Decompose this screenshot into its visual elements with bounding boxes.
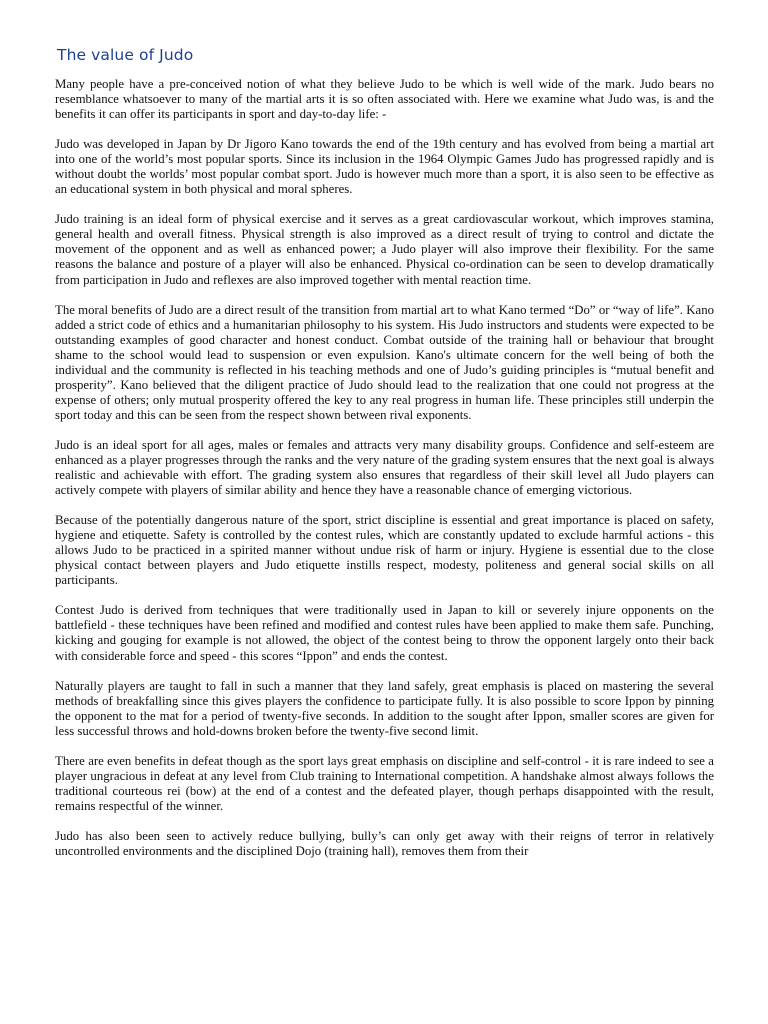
paragraph-intro: Many people have a pre-conceived notion of what they believe Judo to be which is well wide of the mark. Judo bears no resemblance whatsoever to many of the martial arts it is so often associated with. Here we examine what Judo was, is and the benefits it can offer its participants in sport and day-to-day life: - (55, 77, 714, 122)
paragraph-bullying: Judo has also been seen to actively reduce bullying, bully’s can only get away with their reigns of terror in relatively uncontrolled environments and the disciplined Dojo (training hall), removes them from their (55, 828, 714, 858)
document-page (55, 46, 714, 874)
paragraph-physical-benefits: Judo training is an ideal form of physical exercise and it serves as a great cardiovascular workout, which improves stamina, general health and overall fitness. Physical strength is also improved as a direct result of trying to control and dictate the movement of the opponent and as well as enhanced power; a Judo player will also improve their flexibility. For the same reasons the balance and posture of a player will also be enhanced. Physical co-ordination can be seen to develop dramatically from participation in Judo and reflexes are also improved together with mental reaction time. (55, 212, 714, 287)
paragraph-defeat: There are even benefits in defeat though as the sport lays great emphasis on discipline and self-control - it is rare indeed to see a player ungracious in defeat at any level from Club training to International competition. A handshake almost always follows the traditional courteous rei (bow) at the end of a contest and the defeated player, though perhaps disappointed with the result, remains respectful of the winner. (55, 753, 714, 813)
paragraph-contest: Contest Judo is derived from techniques that were traditionally used in Japan to kill or severely injure opponents on the battlefield - these techniques have been refined and modified and contest rules have been applied to make them safe. Punching, kicking and gouging for example is not allowed, the object of the contest being to throw the opponent largely onto their back with considerable force and speed - this scores “Ippon” and ends the contest. (55, 603, 714, 663)
paragraph-moral-benefits: The moral benefits of Judo are a direct result of the transition from martial art to what Kano termed “Do” or “way of life”. Kano added a strict code of ethics and a humanitarian philosophy to his system. His Judo instructors and students were expected to be outstanding examples of good character and honest conduct. Combat outside of the training hall or behaviour that brought shame to the school would lead to suspension or even expulsion. Kano's ultimate concern for the well being of both the individual and the community is reflected in his teaching methods and one of Judo’s guiding principles is “mutual benefit and prosperity”. Kano believed that the diligent practice of Judo should lead to the realization that one could not progress at the expense of others; only mutual prosperity offered the key to any real progress in human life. These principles still underpin the sport today and this can be seen from the respect shown between rival exponents. (55, 302, 714, 422)
paragraph-all-ages: Judo is an ideal sport for all ages, males or females and attracts very many disability groups. Confidence and self-esteem are enhanced as a player progresses through the ranks and the very nature of the grading system ensures that the next goal is always realistic and achievable with effort. The grading system also ensures that regardless of their skill level all Judo players can actively compete with players of similar ability and hence they have a reasonable chance of emerging victorious. (55, 437, 714, 498)
paragraph-breakfalling: Naturally players are taught to fall in such a manner that they land safely, great emphasis is placed on mastering the several methods of breakfalling since this gives players the confidence to participate fully. It is also possible to score Ippon by pinning the opponent to the mat for a period of twenty-five seconds. In addition to the sought after Ippon, smaller scores are given for less successful throws and hold-downs broken before the twenty-five second limit. (55, 678, 714, 738)
paragraph-history: Judo was developed in Japan by Dr Jigoro Kano towards the end of the 19th century and has evolved from being a martial art into one of the world’s most popular sports. Since its inclusion in the 1964 Olympic Games Judo has progressed rapidly and is without doubt the worlds’ most popular combat sport. Judo is however much more than a sport, it is also seen to be effective as an educational system in both physical and moral spheres. (55, 137, 714, 197)
paragraph-safety: Because of the potentially dangerous nature of the sport, strict discipline is essential and great importance is placed on safety, hygiene and etiquette. Safety is controlled by the contest rules, which are constantly updated to exclude harmful actions - this allows Judo to be practiced in a spirited manner without undue risk of harm or injury. Hygiene is essential due to the close physical contact between players and Judo etiquette instills respect, modesty, politeness and general social skills on all participants. (55, 513, 714, 588)
page-title: The value of Judo (57, 46, 194, 64)
